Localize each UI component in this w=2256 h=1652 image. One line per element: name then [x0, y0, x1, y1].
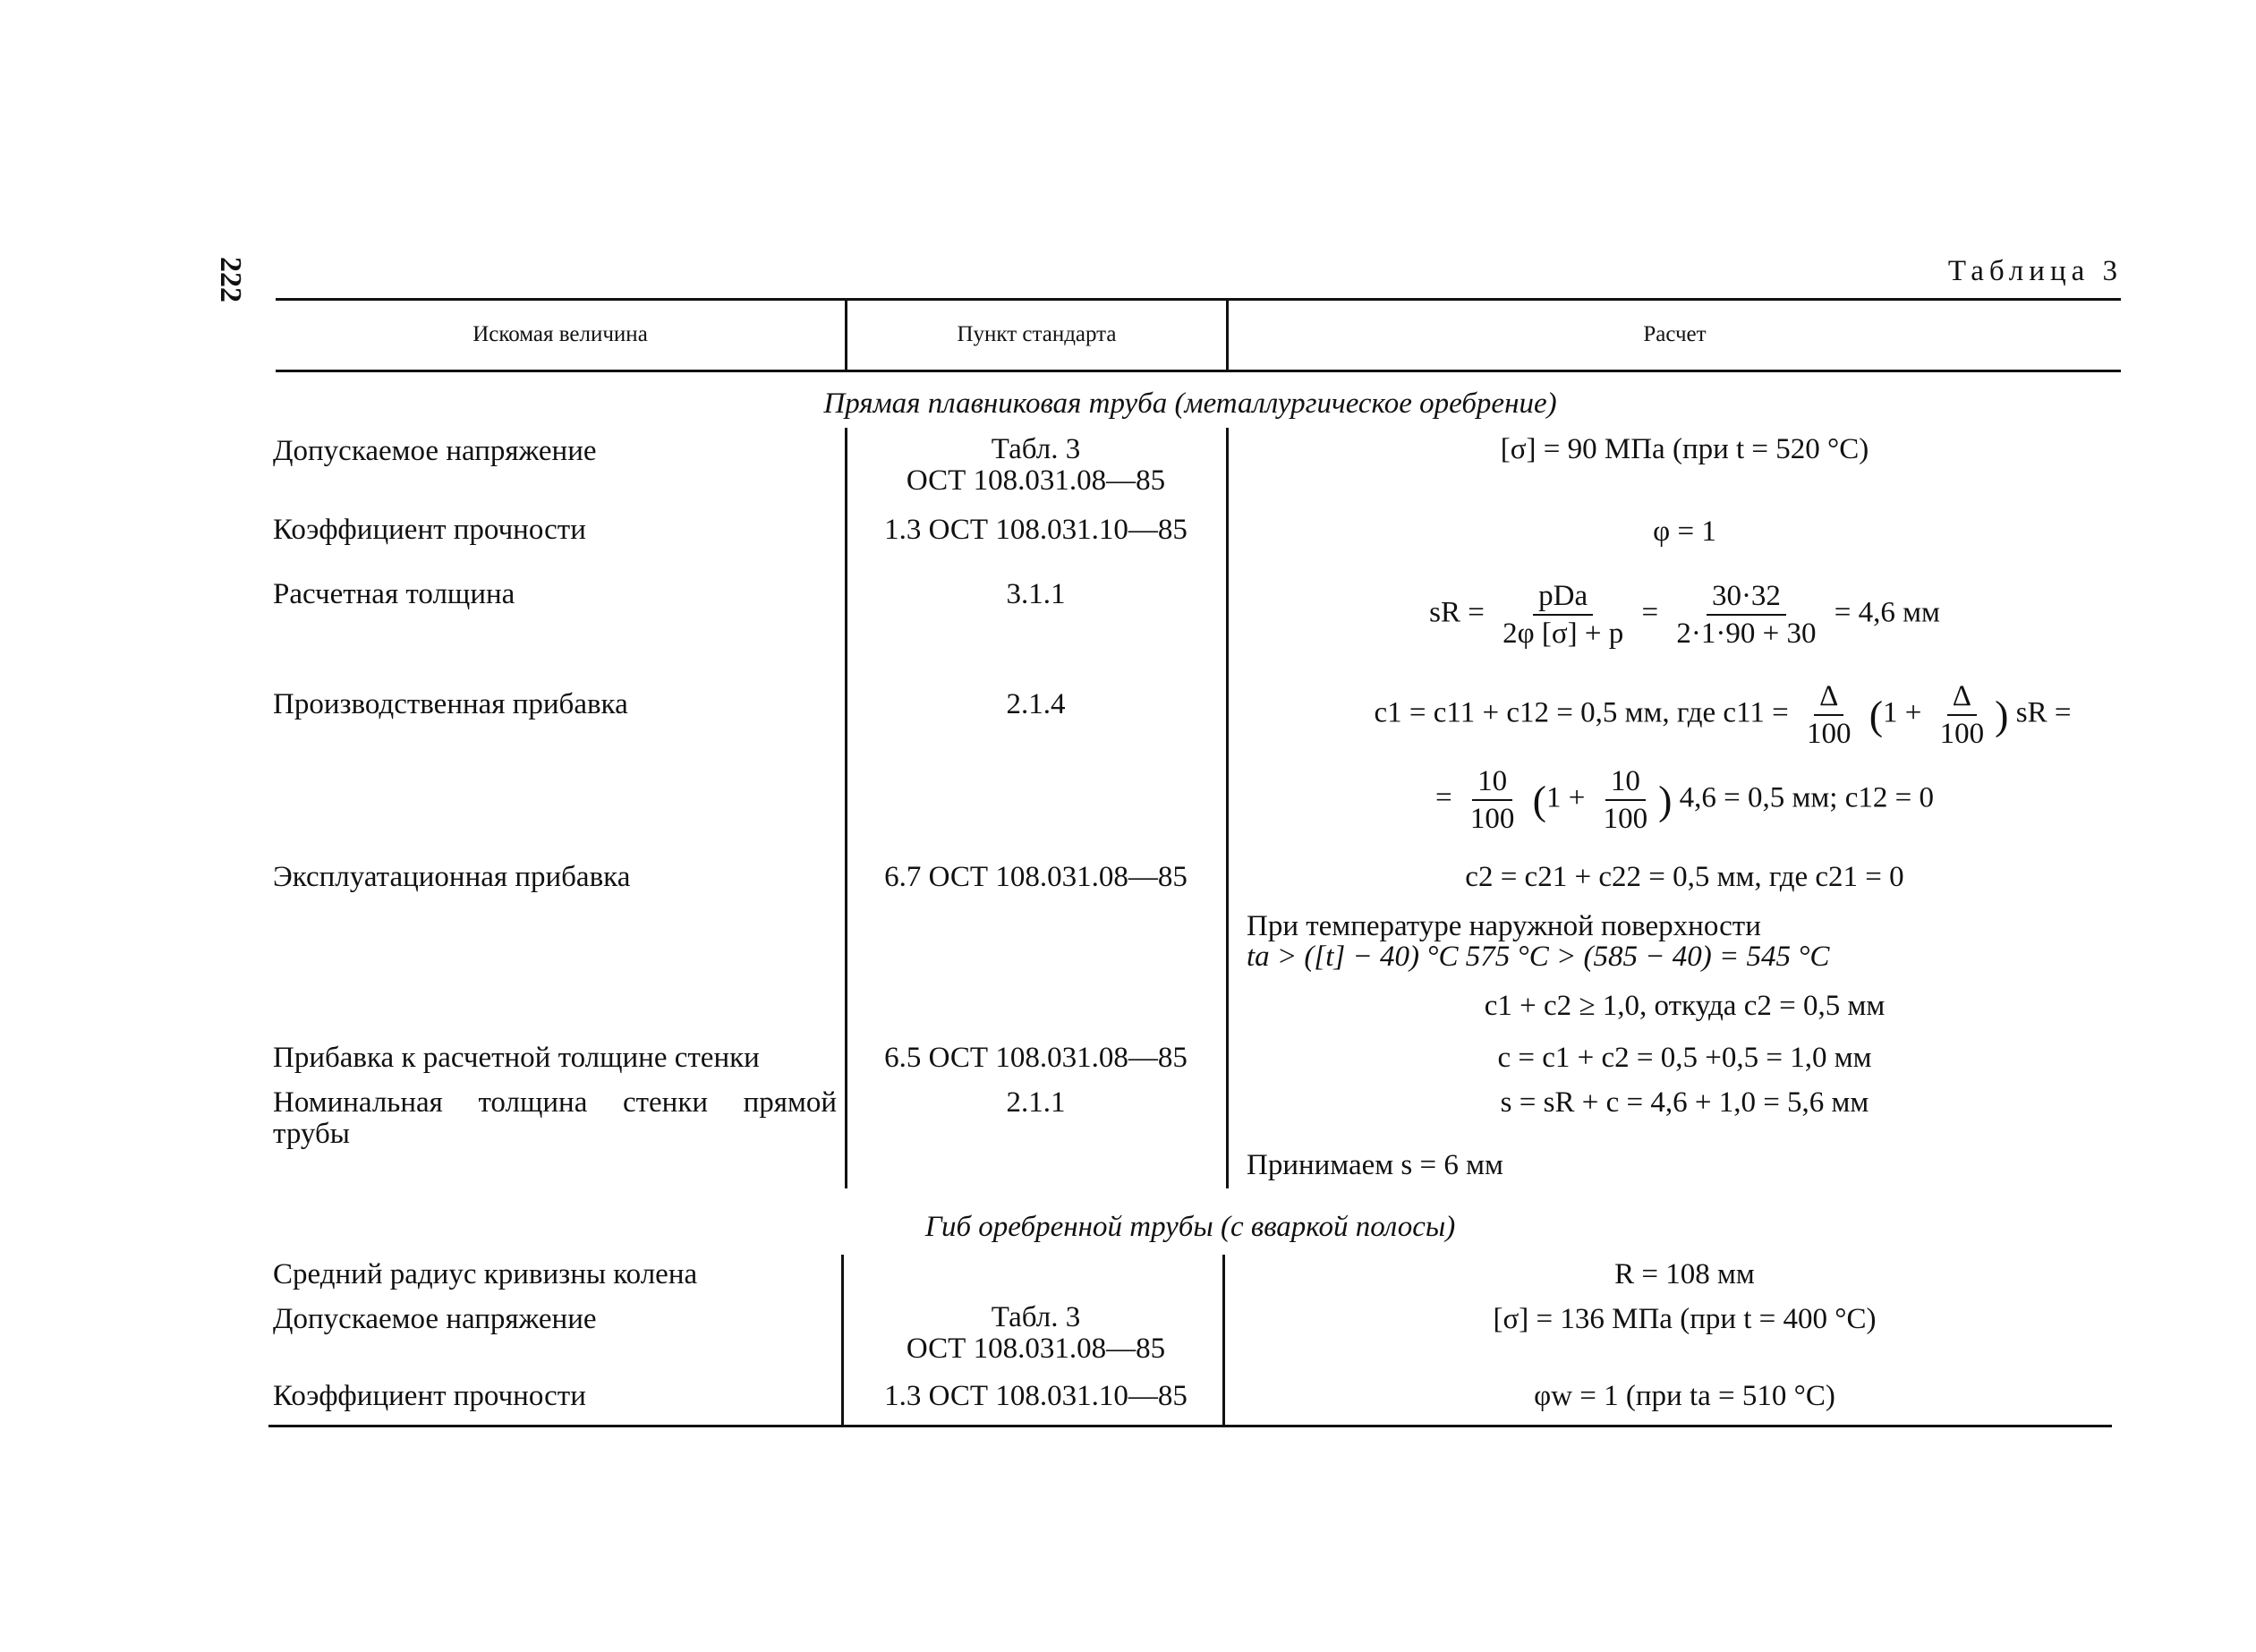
- formula-equals: =: [1641, 596, 1659, 629]
- header-calc: Расчет: [1643, 322, 1707, 346]
- fraction-denominator: 100: [1939, 718, 1985, 750]
- open-paren: (: [1532, 777, 1546, 823]
- fraction-delta-2: [1935, 680, 1990, 750]
- fraction-numerator: pDa: [1533, 580, 1593, 616]
- row-bend-allowable-stress-calc: [σ] = 136 МПа (при t = 400 °С): [1493, 1303, 1877, 1335]
- header-bottom-rule: [276, 370, 2121, 372]
- formula-part: 1 +: [1883, 696, 1922, 729]
- row-allowable-stress-calc: [σ] = 90 МПа (при t = 520 °С): [1500, 433, 1869, 465]
- fraction-numerator: 30·32: [1707, 580, 1786, 616]
- row-bend-allowable-stress-label: Допускаемое напряжение: [273, 1303, 597, 1335]
- table-bottom-rule: [268, 1425, 2112, 1427]
- formula-part: 1 +: [1545, 781, 1586, 814]
- fraction-numeric: [1671, 580, 1821, 650]
- row-nominal-thickness-label: Номинальная толщина стенки прямой трубы: [273, 1086, 837, 1150]
- fraction-numerator: 10: [1472, 765, 1512, 801]
- row-bend-radius-label: Средний радиус кривизны колена: [273, 1258, 698, 1290]
- row-operational-allowance-clause: 6.7 ОСТ 108.031.08—85: [884, 861, 1188, 893]
- formula-part: sR =: [2015, 696, 2072, 729]
- section-title-straight-tube: Прямая плавниковая труба (металлургическое оребрение): [823, 387, 1557, 420]
- row-bend-strength-coef-calc: φw = 1 (при ta = 510 °С): [1534, 1380, 1835, 1412]
- row-operational-allowance-calc-3: ta > ([t] − 40) °С 575 °С > (585 − 40) = 545 °С: [1247, 941, 1830, 973]
- formula-part: 4,6 = 0,5 мм; c12 = 0: [1679, 781, 1934, 814]
- fraction-delta: [1801, 680, 1857, 750]
- header-clause: Пункт стандарта: [957, 322, 1117, 346]
- row-operational-allowance-calc-4: c1 + c2 ≥ 1,0, откуда c2 = 0,5 мм: [1484, 990, 1886, 1022]
- row-design-thickness-label: Расчетная толщина: [273, 578, 515, 610]
- row-total-allowance-calc: c = c1 + c2 = 0,5 +0,5 = 1,0 мм: [1497, 1042, 1872, 1074]
- fraction-ten: [1465, 765, 1520, 835]
- fraction-ten-2: [1598, 765, 1654, 835]
- formula-rhs: = 4,6 мм: [1834, 596, 1940, 629]
- row-allowable-stress-label: Допускаемое напряжение: [273, 435, 597, 467]
- formula-part: c1 = c11 + c12 = 0,5 мм, где c11 =: [1374, 696, 1789, 729]
- row-nominal-thickness-calc-2: Принимаем s = 6 мм: [1247, 1149, 1503, 1181]
- row-production-allowance-clause: 2.1.4: [1006, 688, 1066, 720]
- row-strength-coef-clause: 1.3 ОСТ 108.031.10—85: [884, 514, 1188, 546]
- open-paren: (: [1869, 692, 1884, 738]
- header-quantity: Искомая величина: [472, 322, 648, 346]
- fraction-denominator: 100: [1469, 803, 1515, 835]
- row-allowable-stress-clause-1: Табл. 3: [991, 433, 1081, 465]
- row-nominal-thickness-calc-1: s = sR + c = 4,6 + 1,0 = 5,6 мм: [1500, 1086, 1869, 1119]
- close-paren: ): [1995, 692, 2009, 738]
- row-production-allowance-formula-1: [1271, 680, 2175, 750]
- row-operational-allowance-label: Эксплуатационная прибавка: [273, 861, 631, 893]
- row-allowable-stress-clause-2: ОСТ 108.031.08—85: [906, 464, 1166, 497]
- row-total-allowance-label: Прибавка к расчетной толщине стенки: [273, 1042, 760, 1074]
- row-bend-radius-calc: R = 108 мм: [1614, 1258, 1755, 1290]
- formula-part: =: [1435, 781, 1452, 814]
- row-strength-coef-label: Коэффициент прочности: [273, 514, 586, 546]
- row-bend-strength-coef-label: Коэффициент прочности: [273, 1380, 586, 1412]
- section2-divider-1: [841, 1255, 844, 1426]
- fraction-numerator: 10: [1605, 765, 1646, 801]
- header-top-rule: [276, 298, 2121, 301]
- table-caption: Таблица 3: [1947, 255, 2123, 287]
- row-nominal-thickness-clause: 2.1.1: [1006, 1086, 1066, 1119]
- row-design-thickness-formula: [1235, 580, 2134, 650]
- section1-divider-1: [845, 428, 847, 1188]
- close-paren: ): [1658, 777, 1673, 823]
- row-bend-allowable-stress-clause-2: ОСТ 108.031.08—85: [906, 1333, 1166, 1365]
- row-bend-allowable-stress-clause-1: Табл. 3: [991, 1301, 1081, 1333]
- row-operational-allowance-calc-1: c2 = c21 + c22 = 0,5 мм, где c21 = 0: [1465, 861, 1904, 893]
- page-number: 222: [214, 257, 247, 302]
- fraction-numerator: Δ: [1947, 680, 1977, 716]
- section-title-bend: Гиб оребренной трубы (с вваркой полосы): [924, 1211, 1456, 1243]
- row-production-allowance-label: Производственная прибавка: [273, 688, 628, 720]
- fraction-denominator: 2·1·90 + 30: [1676, 617, 1817, 650]
- section1-divider-2: [1226, 428, 1229, 1188]
- fraction-denominator: 2φ [σ] + p: [1503, 617, 1624, 650]
- row-strength-coef-calc: φ = 1: [1653, 515, 1716, 548]
- fraction-denominator: 100: [1603, 803, 1648, 835]
- formula-lhs: sR =: [1429, 596, 1485, 629]
- fraction-denominator: 100: [1806, 718, 1852, 750]
- row-total-allowance-clause: 6.5 ОСТ 108.031.08—85: [884, 1042, 1188, 1074]
- row-production-allowance-formula-2: [1235, 765, 2134, 835]
- row-design-thickness-clause: 3.1.1: [1006, 578, 1066, 610]
- fraction-pda: [1497, 580, 1629, 650]
- section2-divider-2: [1222, 1255, 1225, 1426]
- row-bend-strength-coef-clause: 1.3 ОСТ 108.031.10—85: [884, 1380, 1188, 1412]
- row-operational-allowance-calc-2: При температуре наружной поверхности: [1247, 910, 1761, 942]
- fraction-numerator: Δ: [1814, 680, 1843, 716]
